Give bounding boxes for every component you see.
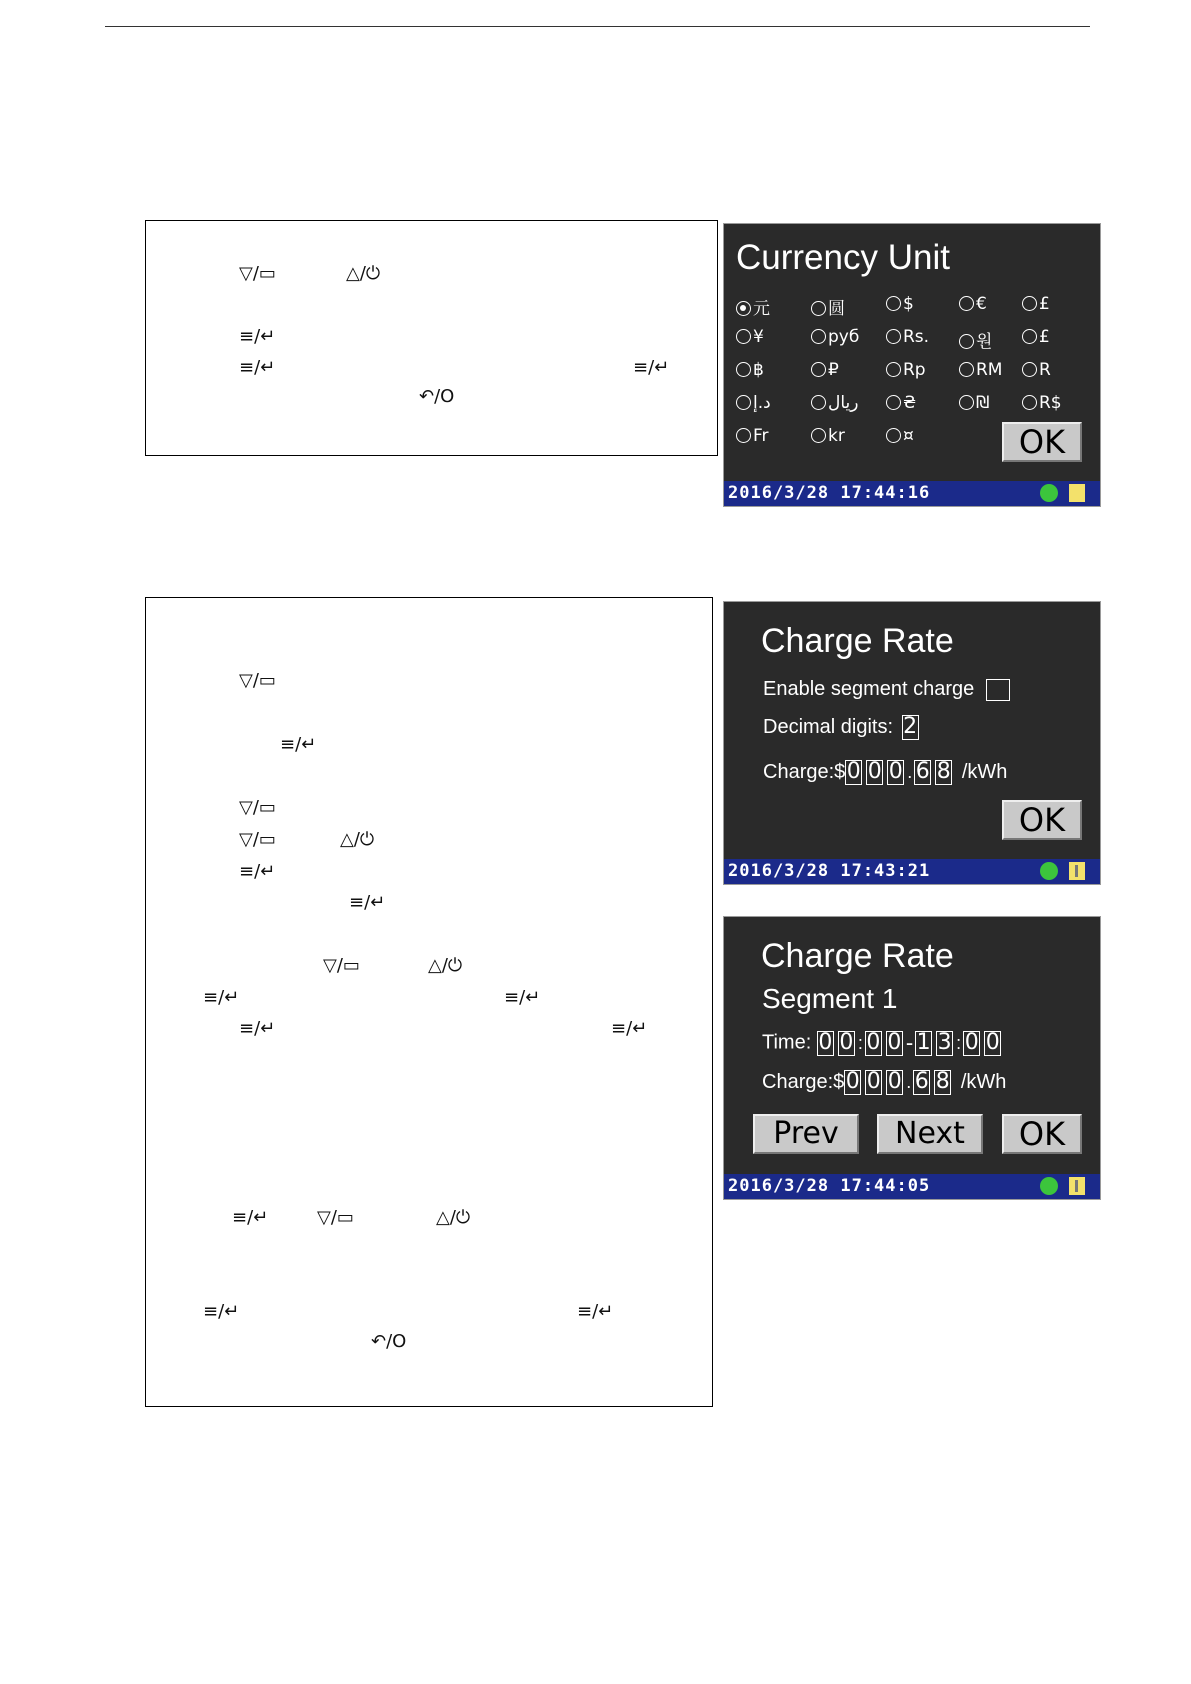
menu-enter-icon: ≡/↵ — [232, 1207, 269, 1228]
status-dot-icon — [1040, 1177, 1058, 1195]
time-digit[interactable]: 3 — [937, 1029, 952, 1055]
timestamp: 2016/3/28 17:44:16 — [728, 483, 931, 503]
currency-option[interactable]: 원 — [959, 327, 992, 352]
radio-icon — [959, 395, 974, 410]
currency-option[interactable]: ¥ — [736, 327, 764, 347]
status-bar — [724, 1174, 1100, 1199]
unit-label: /kWh — [960, 1070, 1007, 1093]
instruction-box-1 — [145, 220, 718, 456]
radio-icon — [736, 428, 751, 443]
decimal-digits-field[interactable]: 2 — [903, 714, 918, 739]
screen-title: Charge Rate — [761, 622, 954, 660]
decimal-point: . — [907, 762, 913, 782]
radio-icon — [959, 334, 974, 349]
currency-option[interactable]: ฿ — [736, 360, 764, 380]
charge-rate-segment-screen — [723, 916, 1101, 1200]
ok-button[interactable]: OK — [1002, 422, 1082, 462]
currency-option[interactable]: € — [959, 294, 987, 314]
time-row — [762, 1030, 1005, 1056]
note-icon — [1069, 484, 1085, 502]
menu-enter-icon: ≡/↵ — [239, 861, 276, 882]
currency-option[interactable]: د.إ — [736, 393, 771, 413]
charge-digit[interactable]: 8 — [936, 759, 951, 784]
menu-enter-icon: ≡/↵ — [239, 1018, 276, 1039]
note-icon — [1069, 862, 1085, 880]
charge-digit[interactable]: 0 — [867, 759, 882, 784]
charge-digit[interactable]: 0 — [866, 1069, 881, 1094]
radio-icon — [811, 362, 826, 377]
radio-icon — [1022, 395, 1037, 410]
charge-digit[interactable]: 0 — [846, 759, 861, 784]
charge-digit[interactable]: 8 — [935, 1069, 950, 1094]
status-dot-icon — [1040, 484, 1058, 502]
currency-option[interactable]: R — [1022, 360, 1051, 380]
unit-label: /kWh — [961, 760, 1008, 783]
menu-enter-icon: ≡/↵ — [203, 987, 240, 1008]
currency-option[interactable]: руб — [811, 327, 859, 347]
radio-icon — [1022, 296, 1037, 311]
time-digit[interactable]: 0 — [887, 1029, 902, 1055]
prev-button[interactable]: Prev — [753, 1114, 859, 1154]
currency-option[interactable]: Fr — [736, 426, 769, 446]
timestamp: 2016/3/28 17:43:21 — [728, 861, 931, 881]
menu-enter-icon: ≡/↵ — [504, 987, 541, 1008]
radio-icon — [886, 395, 901, 410]
currency-option[interactable]: £ — [1022, 327, 1050, 347]
currency-option[interactable]: Rp — [886, 360, 926, 380]
radio-icon — [886, 428, 901, 443]
currency-option[interactable]: $ — [886, 294, 914, 314]
menu-enter-icon: ≡/↵ — [611, 1018, 648, 1039]
currency-option[interactable]: 元 — [736, 294, 770, 319]
up-power-icon: △/⏻ — [436, 1207, 471, 1228]
status-bar — [724, 481, 1100, 506]
charge-row — [762, 1070, 1006, 1095]
radio-icon — [736, 329, 751, 344]
up-power-icon: △/⏻ — [346, 263, 381, 284]
radio-icon — [959, 362, 974, 377]
enable-segment-checkbox[interactable] — [986, 679, 1010, 701]
charge-digit[interactable]: 0 — [888, 759, 903, 784]
up-power-icon: △/⏻ — [340, 829, 375, 850]
segment-label: Segment 1 — [762, 983, 898, 1014]
status-dot-icon — [1040, 862, 1058, 880]
down-menu-icon: ▽/▭ — [239, 829, 276, 850]
currency-option[interactable]: RM — [959, 360, 1002, 380]
radio-icon — [1022, 362, 1037, 377]
time-dash: - — [905, 1030, 914, 1055]
time-label: Time: — [762, 1031, 812, 1054]
currency-option[interactable]: ₽ — [811, 360, 839, 380]
charge-label: Charge:$ — [763, 760, 846, 783]
currency-unit-screen — [723, 223, 1101, 507]
down-menu-icon: ▽/▭ — [239, 670, 276, 691]
radio-icon — [736, 395, 751, 410]
menu-enter-icon: ≡/↵ — [280, 734, 317, 755]
radio-icon — [959, 296, 974, 311]
currency-option[interactable]: ريال — [811, 393, 858, 413]
down-menu-icon: ▽/▭ — [239, 263, 276, 284]
charge-digit[interactable]: 6 — [915, 759, 930, 784]
screen-title: Currency Unit — [736, 238, 950, 277]
radio-icon — [811, 329, 826, 344]
currency-option[interactable]: R$ — [1022, 393, 1062, 413]
time-digit[interactable]: 0 — [839, 1029, 854, 1055]
currency-option[interactable]: Rs. — [886, 327, 929, 347]
timestamp: 2016/3/28 17:44:05 — [728, 1176, 931, 1196]
back-off-icon: ↶/O — [419, 386, 455, 407]
charge-digit[interactable]: 6 — [914, 1069, 929, 1094]
enable-segment-row — [763, 678, 1010, 701]
currency-option[interactable]: 圆 — [811, 294, 845, 319]
ok-button[interactable]: OK — [1002, 1114, 1082, 1154]
time-digit[interactable]: 0 — [964, 1029, 979, 1055]
ok-button[interactable]: OK — [1002, 800, 1082, 840]
time-digit[interactable]: 0 — [985, 1029, 1000, 1055]
decimal-digits-row — [763, 715, 923, 740]
charge-rate-screen — [723, 601, 1101, 885]
charge-digit[interactable]: 0 — [887, 1069, 902, 1094]
radio-icon — [811, 428, 826, 443]
radio-icon — [886, 329, 901, 344]
charge-digit[interactable]: 0 — [845, 1069, 860, 1094]
radio-icon — [811, 301, 826, 316]
screen-title: Charge Rate — [761, 937, 954, 975]
decimal-digits-label: Decimal digits: — [763, 715, 894, 738]
radio-icon — [1022, 329, 1037, 344]
radio-icon — [886, 296, 901, 311]
time-digit[interactable]: 0 — [818, 1029, 833, 1055]
enable-segment-label: Enable segment charge — [763, 678, 975, 700]
back-off-icon: ↶/O — [371, 1331, 407, 1352]
currency-option[interactable]: kr — [811, 426, 845, 446]
down-menu-icon: ▽/▭ — [323, 955, 360, 976]
down-menu-icon: ▽/▭ — [239, 797, 276, 818]
currency-option[interactable]: £ — [1022, 294, 1050, 314]
radio-icon — [811, 395, 826, 410]
menu-enter-icon: ≡/↵ — [239, 357, 276, 378]
up-power-icon: △/⏻ — [428, 955, 463, 976]
down-menu-icon: ▽/▭ — [317, 1207, 354, 1228]
radio-icon — [736, 362, 751, 377]
page-top-rule — [105, 26, 1090, 27]
time-separator: : — [956, 1032, 962, 1053]
time-separator: : — [857, 1032, 863, 1053]
radio-icon — [886, 362, 901, 377]
radio-selected-icon — [736, 301, 751, 316]
currency-option[interactable]: ₪ — [959, 393, 989, 413]
currency-option[interactable]: ¤ — [886, 426, 914, 446]
note-icon — [1069, 1177, 1085, 1195]
time-digit[interactable]: 1 — [916, 1029, 931, 1055]
time-digit[interactable]: 0 — [866, 1029, 881, 1055]
next-button[interactable]: Next — [877, 1114, 983, 1154]
menu-enter-icon: ≡/↵ — [239, 326, 276, 347]
menu-enter-icon: ≡/↵ — [633, 357, 670, 378]
menu-enter-icon: ≡/↵ — [203, 1301, 240, 1322]
charge-row — [763, 760, 1007, 785]
instruction-box-2 — [145, 597, 713, 1407]
currency-option[interactable]: ₴ — [886, 393, 916, 413]
status-bar — [724, 859, 1100, 884]
menu-enter-icon: ≡/↵ — [577, 1301, 614, 1322]
menu-enter-icon: ≡/↵ — [349, 892, 386, 913]
decimal-point: . — [906, 1072, 912, 1092]
charge-label: Charge:$ — [762, 1070, 845, 1093]
